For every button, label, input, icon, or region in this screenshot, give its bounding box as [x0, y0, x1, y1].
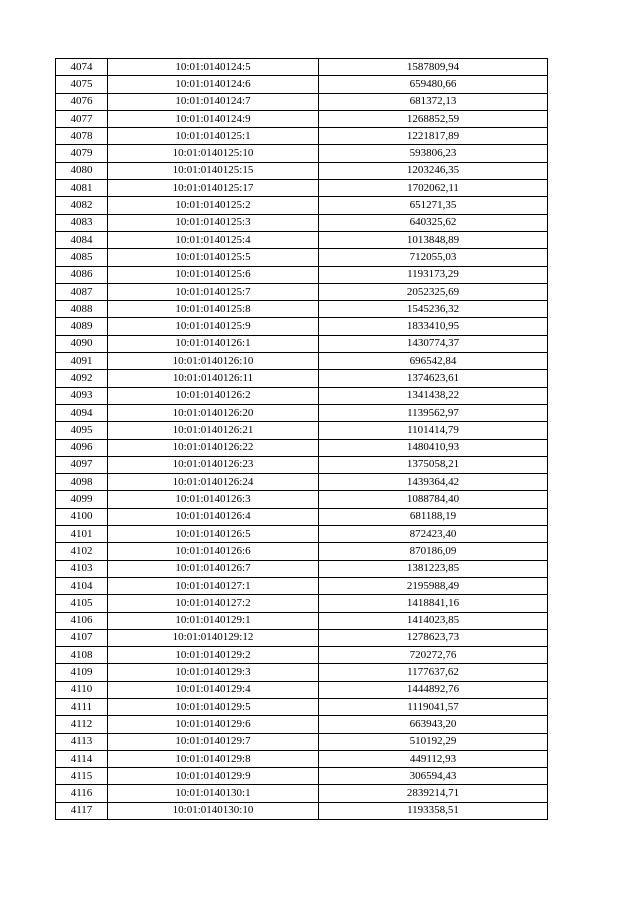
table-row	[56, 370, 548, 387]
row-number-cell: 4111	[56, 698, 108, 715]
cadastral-value-cell: 593806,23	[319, 145, 548, 162]
row-number-cell: 4113	[56, 733, 108, 750]
cadastral-number-cell: 10:01:0140126:24	[108, 474, 319, 491]
table-row	[56, 266, 548, 283]
table-row	[56, 802, 548, 819]
row-number-cell: 4094	[56, 404, 108, 421]
cadastral-number-cell: 10:01:0140129:1	[108, 612, 319, 629]
cadastral-number-cell: 10:01:0140126:7	[108, 560, 319, 577]
row-number-cell: 4103	[56, 560, 108, 577]
row-number-cell: 4116	[56, 785, 108, 802]
cadastral-value-cell: 1177637,62	[319, 664, 548, 681]
cadastral-number-cell: 10:01:0140126:6	[108, 543, 319, 560]
row-number-cell: 4107	[56, 629, 108, 646]
row-number-cell: 4115	[56, 768, 108, 785]
cadastral-number-cell: 10:01:0140126:2	[108, 387, 319, 404]
cadastral-number-cell: 10:01:0140129:2	[108, 647, 319, 664]
row-number-cell: 4110	[56, 681, 108, 698]
row-number-cell: 4087	[56, 283, 108, 300]
document-page	[55, 58, 548, 820]
cadastral-number-cell: 10:01:0140126:1	[108, 335, 319, 352]
cadastral-value-cell: 1221817,89	[319, 128, 548, 145]
row-number-cell: 4077	[56, 110, 108, 127]
cadastral-number-cell: 10:01:0140129:8	[108, 750, 319, 767]
row-number-cell: 4102	[56, 543, 108, 560]
cadastral-number-cell: 10:01:0140125:15	[108, 162, 319, 179]
row-number-cell: 4117	[56, 802, 108, 819]
cadastral-number-cell: 10:01:0140126:3	[108, 491, 319, 508]
row-number-cell: 4091	[56, 353, 108, 370]
row-number-cell: 4079	[56, 145, 108, 162]
row-number-cell: 4084	[56, 231, 108, 248]
table-row	[56, 249, 548, 266]
row-number-cell: 4097	[56, 456, 108, 473]
table-row	[56, 698, 548, 715]
row-number-cell: 4108	[56, 647, 108, 664]
row-number-cell: 4080	[56, 162, 108, 179]
table-row	[56, 664, 548, 681]
cadastral-value-cell: 681372,13	[319, 93, 548, 110]
cadastral-value-cell: 1278623,73	[319, 629, 548, 646]
cadastral-value-cell: 1702062,11	[319, 180, 548, 197]
table-row	[56, 577, 548, 594]
table-row	[56, 629, 548, 646]
row-number-cell: 4112	[56, 716, 108, 733]
cadastral-value-cell: 1203246,35	[319, 162, 548, 179]
cadastral-value-cell: 1193173,29	[319, 266, 548, 283]
row-number-cell: 4083	[56, 214, 108, 231]
cadastral-number-cell: 10:01:0140129:3	[108, 664, 319, 681]
table-row	[56, 543, 548, 560]
row-number-cell: 4090	[56, 335, 108, 352]
cadastral-number-cell: 10:01:0140126:22	[108, 439, 319, 456]
table-row	[56, 595, 548, 612]
row-number-cell: 4075	[56, 76, 108, 93]
cadastral-number-cell: 10:01:0140126:21	[108, 422, 319, 439]
cadastral-number-cell: 10:01:0140127:1	[108, 577, 319, 594]
table-row	[56, 301, 548, 318]
table-row	[56, 231, 548, 248]
row-number-cell: 4096	[56, 439, 108, 456]
cadastral-number-cell: 10:01:0140124:9	[108, 110, 319, 127]
table-row	[56, 145, 548, 162]
cadastral-number-cell: 10:01:0140125:10	[108, 145, 319, 162]
cadastral-number-cell: 10:01:0140125:3	[108, 214, 319, 231]
cadastral-value-cell: 1444892,76	[319, 681, 548, 698]
cadastral-value-cell: 712055,03	[319, 249, 548, 266]
table-row	[56, 76, 548, 93]
cadastral-value-cell: 1101414,79	[319, 422, 548, 439]
table-row	[56, 180, 548, 197]
table-row	[56, 681, 548, 698]
cadastral-value-cell: 870186,09	[319, 543, 548, 560]
table-row	[56, 422, 548, 439]
cadastral-value-cell: 1430774,37	[319, 335, 548, 352]
row-number-cell: 4081	[56, 180, 108, 197]
cadastral-number-cell: 10:01:0140126:23	[108, 456, 319, 473]
cadastral-value-table	[55, 58, 548, 820]
table-row	[56, 785, 548, 802]
cadastral-value-cell: 1341438,22	[319, 387, 548, 404]
row-number-cell: 4104	[56, 577, 108, 594]
cadastral-number-cell: 10:01:0140126:10	[108, 353, 319, 370]
table-row	[56, 59, 548, 76]
table-row	[56, 439, 548, 456]
table-row	[56, 456, 548, 473]
table-row	[56, 318, 548, 335]
cadastral-value-cell: 2195988,49	[319, 577, 548, 594]
cadastral-value-cell: 1480410,93	[319, 439, 548, 456]
cadastral-number-cell: 10:01:0140125:7	[108, 283, 319, 300]
cadastral-number-cell: 10:01:0140129:5	[108, 698, 319, 715]
cadastral-value-cell: 640325,62	[319, 214, 548, 231]
cadastral-number-cell: 10:01:0140125:8	[108, 301, 319, 318]
row-number-cell: 4092	[56, 370, 108, 387]
cadastral-value-cell: 651271,35	[319, 197, 548, 214]
cadastral-number-cell: 10:01:0140124:5	[108, 59, 319, 76]
row-number-cell: 4101	[56, 526, 108, 543]
cadastral-value-cell: 1439364,42	[319, 474, 548, 491]
row-number-cell: 4105	[56, 595, 108, 612]
cadastral-number-cell: 10:01:0140129:9	[108, 768, 319, 785]
cadastral-value-cell: 663943,20	[319, 716, 548, 733]
cadastral-value-cell: 1418841,16	[319, 595, 548, 612]
table-row	[56, 768, 548, 785]
cadastral-value-cell: 696542,84	[319, 353, 548, 370]
row-number-cell: 4078	[56, 128, 108, 145]
cadastral-value-cell: 1088784,40	[319, 491, 548, 508]
cadastral-value-cell: 510192,29	[319, 733, 548, 750]
table-row	[56, 716, 548, 733]
table-body	[56, 59, 548, 820]
table-row	[56, 93, 548, 110]
cadastral-value-cell: 1193358,51	[319, 802, 548, 819]
table-row	[56, 526, 548, 543]
table-row	[56, 387, 548, 404]
cadastral-value-cell: 306594,43	[319, 768, 548, 785]
cadastral-value-cell: 720272,76	[319, 647, 548, 664]
cadastral-value-cell: 2052325,69	[319, 283, 548, 300]
cadastral-number-cell: 10:01:0140125:9	[108, 318, 319, 335]
cadastral-number-cell: 10:01:0140129:6	[108, 716, 319, 733]
row-number-cell: 4099	[56, 491, 108, 508]
cadastral-value-cell: 1139562,97	[319, 404, 548, 421]
cadastral-value-cell: 659480,66	[319, 76, 548, 93]
table-row	[56, 353, 548, 370]
table-row	[56, 733, 548, 750]
table-row	[56, 197, 548, 214]
cadastral-number-cell: 10:01:0140124:6	[108, 76, 319, 93]
cadastral-number-cell: 10:01:0140125:6	[108, 266, 319, 283]
table-row	[56, 750, 548, 767]
table-row	[56, 162, 548, 179]
table-row	[56, 612, 548, 629]
table-row	[56, 404, 548, 421]
cadastral-number-cell: 10:01:0140126:4	[108, 508, 319, 525]
row-number-cell: 4093	[56, 387, 108, 404]
cadastral-number-cell: 10:01:0140126:5	[108, 526, 319, 543]
cadastral-number-cell: 10:01:0140125:2	[108, 197, 319, 214]
cadastral-number-cell: 10:01:0140129:4	[108, 681, 319, 698]
row-number-cell: 4095	[56, 422, 108, 439]
cadastral-value-cell: 1381223,85	[319, 560, 548, 577]
cadastral-number-cell: 10:01:0140126:11	[108, 370, 319, 387]
cadastral-value-cell: 1268852,59	[319, 110, 548, 127]
table-row	[56, 474, 548, 491]
cadastral-number-cell: 10:01:0140130:10	[108, 802, 319, 819]
cadastral-value-cell: 1545236,32	[319, 301, 548, 318]
row-number-cell: 4088	[56, 301, 108, 318]
table-row	[56, 110, 548, 127]
cadastral-value-cell: 449112,93	[319, 750, 548, 767]
table-row	[56, 128, 548, 145]
cadastral-value-cell: 872423,40	[319, 526, 548, 543]
cadastral-number-cell: 10:01:0140125:5	[108, 249, 319, 266]
row-number-cell: 4082	[56, 197, 108, 214]
cadastral-number-cell: 10:01:0140130:1	[108, 785, 319, 802]
row-number-cell: 4106	[56, 612, 108, 629]
cadastral-value-cell: 1013848,89	[319, 231, 548, 248]
cadastral-value-cell: 1414023,85	[319, 612, 548, 629]
cadastral-number-cell: 10:01:0140125:1	[108, 128, 319, 145]
row-number-cell: 4086	[56, 266, 108, 283]
table-row	[56, 508, 548, 525]
table-row	[56, 560, 548, 577]
cadastral-number-cell: 10:01:0140127:2	[108, 595, 319, 612]
table-row	[56, 491, 548, 508]
cadastral-value-cell: 1375058,21	[319, 456, 548, 473]
row-number-cell: 4114	[56, 750, 108, 767]
cadastral-value-cell: 1374623,61	[319, 370, 548, 387]
cadastral-number-cell: 10:01:0140125:17	[108, 180, 319, 197]
row-number-cell: 4074	[56, 59, 108, 76]
table-row	[56, 335, 548, 352]
row-number-cell: 4100	[56, 508, 108, 525]
cadastral-number-cell: 10:01:0140129:12	[108, 629, 319, 646]
cadastral-value-cell: 681188,19	[319, 508, 548, 525]
row-number-cell: 4109	[56, 664, 108, 681]
cadastral-value-cell: 1587809,94	[319, 59, 548, 76]
row-number-cell: 4076	[56, 93, 108, 110]
cadastral-number-cell: 10:01:0140125:4	[108, 231, 319, 248]
table-row	[56, 283, 548, 300]
cadastral-value-cell: 2839214,71	[319, 785, 548, 802]
cadastral-number-cell: 10:01:0140126:20	[108, 404, 319, 421]
table-row	[56, 214, 548, 231]
cadastral-number-cell: 10:01:0140129:7	[108, 733, 319, 750]
cadastral-value-cell: 1833410,95	[319, 318, 548, 335]
cadastral-value-cell: 1119041,57	[319, 698, 548, 715]
cadastral-number-cell: 10:01:0140124:7	[108, 93, 319, 110]
row-number-cell: 4085	[56, 249, 108, 266]
table-row	[56, 647, 548, 664]
row-number-cell: 4098	[56, 474, 108, 491]
row-number-cell: 4089	[56, 318, 108, 335]
